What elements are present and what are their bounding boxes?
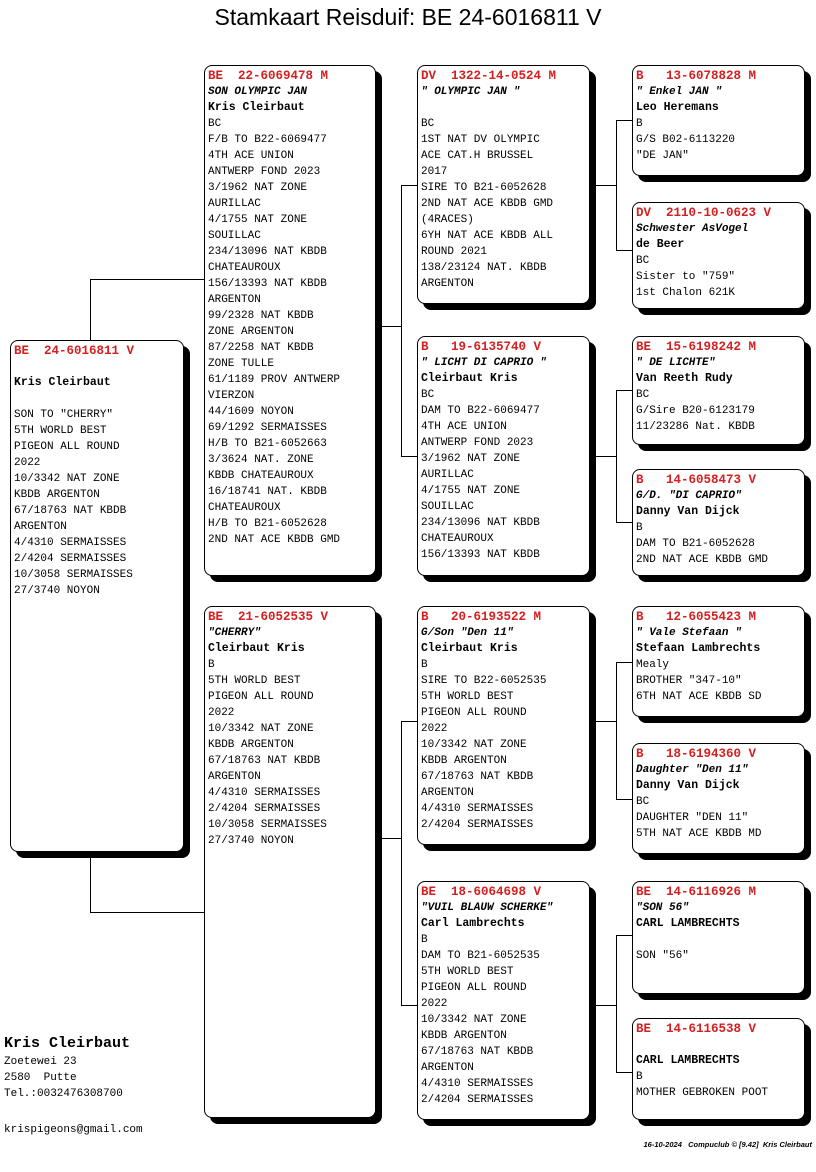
- connector: [401, 721, 417, 722]
- info-line: H/B TO B21-6052628: [208, 518, 327, 530]
- info-line: 1st Chalon 621K: [636, 287, 736, 299]
- info-line: KBDB ARGENTON: [421, 1030, 507, 1042]
- pigeon-name: G/Son "Den 11": [421, 627, 514, 639]
- info-line: 156/13393 NAT KBDB: [421, 549, 540, 561]
- ring-number: DV 2110-10-0623 V: [636, 206, 772, 220]
- info-line: PIGEON ALL ROUND: [208, 691, 314, 703]
- info-line: 10/3058 SERMAISSES: [208, 819, 327, 831]
- connector: [616, 390, 617, 522]
- owner-name: de Beer: [636, 238, 685, 251]
- info-line: KBDB ARGENTON: [14, 489, 100, 501]
- breeder-email[interactable]: krispigeons@gmail.com: [4, 1124, 143, 1136]
- dam-dam-card[interactable]: [417, 881, 590, 1120]
- owner-name: Cleirbaut Kris: [421, 372, 518, 385]
- connector: [376, 326, 401, 327]
- info-line: 2022: [14, 457, 41, 469]
- info-line: DAUGHTER "DEN 11": [636, 812, 749, 824]
- ring-number: B 13-6078828 M: [636, 69, 757, 83]
- sire-sire-card[interactable]: [417, 65, 590, 304]
- ring-number: BE 24-6016811 V: [14, 344, 135, 358]
- info-line: 5TH WORLD BEST: [208, 675, 301, 687]
- breeder-city: 2580 Putte: [4, 1072, 77, 1084]
- info-line: 3/1962 NAT ZONE: [208, 182, 308, 194]
- info-line: B: [636, 118, 643, 130]
- owner-name: CARL LAMBRECHTS: [636, 1054, 740, 1067]
- breeder-phone: Tel.:0032476308700: [4, 1088, 123, 1100]
- info-line: 67/18763 NAT KBDB: [208, 755, 321, 767]
- info-line: "DE JAN": [636, 150, 689, 162]
- info-line: CHATEAUROUX: [208, 502, 281, 514]
- info-line: G/Sire B20-6123179: [636, 405, 755, 417]
- info-line: 6TH NAT ACE KBDB SD: [636, 691, 762, 703]
- info-line: 2ND NAT ACE KBDB GMD: [421, 198, 554, 210]
- info-line: 87/2258 NAT KBDB: [208, 342, 314, 354]
- info-line: BC: [208, 118, 222, 130]
- owner-name: Kris Cleirbaut: [208, 101, 305, 114]
- info-line: 69/1292 SERMAISSES: [208, 422, 327, 434]
- info-line: 61/1189 PROV ANTWERP: [208, 374, 341, 386]
- info-line: KBDB CHATEAUROUX: [208, 470, 314, 482]
- owner-name: Danny Van Dijck: [636, 505, 740, 518]
- footer-credit: 16-10-2024 Compuclub © [9.42] Kris Cleirbaut: [643, 1140, 812, 1149]
- info-line: SIRE TO B22-6052535: [421, 675, 547, 687]
- info-line: 4TH ACE UNION: [421, 421, 507, 433]
- info-line: B: [636, 522, 643, 534]
- ring-number: BE 18-6064698 V: [421, 885, 542, 899]
- info-line: [14, 391, 180, 407]
- sire-sire-dam-card[interactable]: [632, 202, 805, 309]
- info-line: ARGENTON: [208, 771, 261, 783]
- ring-number: B 18-6194360 V: [636, 747, 757, 761]
- dam-sire-sire-card[interactable]: [632, 606, 805, 717]
- info-line: 27/3740 NOYON: [208, 835, 294, 847]
- pigeon-name: [636, 1037, 801, 1053]
- connector: [590, 721, 616, 722]
- breeder-street: Zoetewei 23: [4, 1056, 77, 1068]
- owner-name: Carl Lambrechts: [421, 917, 525, 930]
- info-line: 2/4204 SERMAISSES: [421, 819, 534, 831]
- info-line: 234/13096 NAT KBDB: [421, 517, 540, 529]
- info-line: 138/23124 NAT. KBDB: [421, 262, 547, 274]
- info-line: 5TH WORLD BEST: [14, 425, 107, 437]
- ring-number: B 19-6135740 V: [421, 340, 542, 354]
- info-line: SOUILLAC: [208, 230, 261, 242]
- connector: [616, 1072, 632, 1073]
- dam-dam-dam-card[interactable]: [632, 1018, 805, 1120]
- info-line: 16/18741 NAT. KBDB: [208, 486, 327, 498]
- info-line: BC: [636, 796, 650, 808]
- ring-number: BE 15-6198242 M: [636, 340, 757, 354]
- info-line: 67/18763 NAT KBDB: [14, 505, 127, 517]
- info-line: CHATEAUROUX: [208, 262, 281, 274]
- info-line: 2/4204 SERMAISSES: [421, 1094, 534, 1106]
- info-line: 4TH ACE UNION: [208, 150, 294, 162]
- dam-card[interactable]: [204, 606, 376, 1118]
- info-line: 6YH NAT ACE KBDB ALL: [421, 230, 554, 242]
- pigeon-name: " Enkel JAN ": [636, 86, 722, 98]
- info-line: ANTWERP FOND 2023: [208, 166, 321, 178]
- breeder-name: Kris Cleirbaut: [4, 1035, 131, 1052]
- sire-dam-dam-card[interactable]: [632, 469, 805, 576]
- connector: [616, 662, 617, 799]
- owner-name: [421, 100, 586, 116]
- info-line: AURILLAC: [421, 469, 474, 481]
- connector: [616, 120, 617, 250]
- pigeon-name: Schwester AsVogel: [636, 223, 749, 235]
- info-line: 10/3342 NAT ZONE: [208, 723, 314, 735]
- connector: [90, 279, 204, 280]
- info-line: 10/3342 NAT ZONE: [14, 473, 120, 485]
- ring-number: DV 1322-14-0524 M: [421, 69, 557, 83]
- page-title: Stamkaart Reisduif: BE 24-6016811 V: [214, 4, 602, 30]
- dam-sire-card[interactable]: [417, 606, 590, 845]
- info-line: BC: [636, 255, 650, 267]
- info-line: ARGENTON: [421, 1062, 474, 1074]
- info-line: 99/2328 NAT KBDB: [208, 310, 314, 322]
- info-line: 10/3342 NAT ZONE: [421, 1014, 527, 1026]
- connector: [401, 721, 402, 1005]
- pigeon-name: " DE LICHTE": [636, 357, 716, 369]
- connector: [616, 662, 632, 663]
- pigeon-name: SON OLYMPIC JAN: [208, 86, 308, 98]
- info-line: 2022: [421, 998, 448, 1010]
- info-line: BC: [421, 118, 435, 130]
- connector: [616, 935, 632, 936]
- info-line: ARGENTON: [421, 278, 474, 290]
- connector: [616, 522, 632, 523]
- info-line: DAM TO B21-6052535: [421, 950, 540, 962]
- info-line: 11/23286 Nat. KBDB: [636, 421, 755, 433]
- sire-dam-sire-card[interactable]: [632, 336, 805, 445]
- info-line: 4/1755 NAT ZONE: [208, 214, 308, 226]
- info-line: DAM TO B21-6052628: [636, 538, 755, 550]
- info-line: 4/4310 SERMAISSES: [421, 803, 534, 815]
- info-line: VIERZON: [208, 390, 255, 402]
- ring-number: B 12-6055423 M: [636, 610, 757, 624]
- connector: [590, 456, 616, 457]
- breeder-info: [4, 1034, 130, 1102]
- info-line: ARGENTON: [421, 787, 474, 799]
- owner-name: Stefaan Lambrechts: [636, 642, 761, 655]
- info-line: 2022: [208, 707, 235, 719]
- info-line: [636, 932, 801, 948]
- info-line: 2017: [421, 166, 448, 178]
- sire-card[interactable]: [204, 65, 376, 576]
- connector: [616, 935, 617, 1072]
- info-line: (4RACES): [421, 214, 474, 226]
- info-line: 4/1755 NAT ZONE: [421, 485, 521, 497]
- pigeon-name: " Vale Stefaan ": [636, 627, 742, 639]
- dam-sire-dam-card[interactable]: [632, 743, 805, 854]
- info-line: Mealy: [636, 659, 670, 671]
- owner-name: CARL LAMBRECHTS: [636, 917, 740, 930]
- ring-number: BE 14-6116538 V: [636, 1022, 757, 1036]
- owner-name: Leo Heremans: [636, 101, 719, 114]
- pigeon-name: " OLYMPIC JAN ": [421, 86, 521, 98]
- info-line: 3/1962 NAT ZONE: [421, 453, 521, 465]
- connector: [590, 185, 616, 186]
- info-line: SON "56": [636, 950, 689, 962]
- info-line: ZONE ARGENTON: [208, 326, 294, 338]
- pigeon-name: "SON 56": [636, 902, 689, 914]
- connector: [616, 390, 632, 391]
- info-line: 2022: [421, 723, 448, 735]
- info-line: H/B TO B21-6052663: [208, 438, 327, 450]
- connector: [376, 838, 401, 839]
- subject-card[interactable]: [10, 340, 184, 852]
- info-line: PIGEON ALL ROUND: [14, 441, 120, 453]
- info-line: SIRE TO B21-6052628: [421, 182, 547, 194]
- info-line: KBDB ARGENTON: [421, 755, 507, 767]
- info-line: SOUILLAC: [421, 501, 474, 513]
- connector: [616, 799, 632, 800]
- info-line: SON TO "CHERRY": [14, 409, 114, 421]
- sire-dam-card[interactable]: [417, 336, 590, 576]
- sire-sire-sire-card[interactable]: [632, 65, 805, 176]
- pigeon-name: "VUIL BLAUW SCHERKE": [421, 902, 554, 914]
- info-line: BC: [421, 389, 435, 401]
- ring-number: BE 21-6052535 V: [208, 610, 329, 624]
- dam-dam-sire-card[interactable]: [632, 881, 805, 994]
- info-line: F/B TO B22-6069477: [208, 134, 327, 146]
- pigeon-name: Daughter "Den 11": [636, 764, 749, 776]
- pigeon-name: " LICHT DI CAPRIO ": [421, 357, 547, 369]
- connector: [401, 1005, 417, 1006]
- connector: [590, 1005, 616, 1006]
- connector: [401, 185, 402, 456]
- info-line: Sister to "759": [636, 271, 736, 283]
- info-line: 156/13393 NAT KBDB: [208, 278, 327, 290]
- info-line: 4/4310 SERMAISSES: [208, 787, 321, 799]
- ring-number: B 20-6193522 M: [421, 610, 542, 624]
- ring-number: B 14-6058473 V: [636, 473, 757, 487]
- info-line: 1ST NAT DV OLYMPIC: [421, 134, 540, 146]
- pigeon-name: "CHERRY": [208, 627, 261, 639]
- info-line: 10/3342 NAT ZONE: [421, 739, 527, 751]
- pigeon-name: [14, 359, 180, 375]
- info-line: B: [208, 659, 215, 671]
- info-line: B: [421, 934, 428, 946]
- ring-number: BE 14-6116926 M: [636, 885, 757, 899]
- info-line: ARGENTON: [208, 294, 261, 306]
- info-line: CHATEAUROUX: [421, 533, 494, 545]
- info-line: 4/4310 SERMAISSES: [14, 537, 127, 549]
- info-line: B: [636, 1071, 643, 1083]
- connector: [401, 185, 417, 186]
- owner-name: Cleirbaut Kris: [421, 642, 518, 655]
- info-line: PIGEON ALL ROUND: [421, 982, 527, 994]
- info-line: ACE CAT.H BRUSSEL: [421, 150, 534, 162]
- owner-name: Danny Van Dijck: [636, 779, 740, 792]
- info-line: 5TH WORLD BEST: [421, 691, 514, 703]
- info-line: 10/3058 SERMAISSES: [14, 569, 133, 581]
- info-line: 27/3740 NOYON: [14, 585, 100, 597]
- info-line: 2ND NAT ACE KBDB GMD: [636, 554, 769, 566]
- info-line: 4/4310 SERMAISSES: [421, 1078, 534, 1090]
- info-line: BC: [636, 389, 650, 401]
- info-line: G/S B02-6113220: [636, 134, 736, 146]
- connector: [616, 250, 632, 251]
- info-line: MOTHER GEBROKEN POOT: [636, 1087, 769, 1099]
- info-line: 2/4204 SERMAISSES: [208, 803, 321, 815]
- info-line: BROTHER "347-10": [636, 675, 742, 687]
- info-line: 67/18763 NAT KBDB: [421, 1046, 534, 1058]
- info-line: ROUND 2021: [421, 246, 488, 258]
- info-line: 67/18763 NAT KBDB: [421, 771, 534, 783]
- info-line: AURILLAC: [208, 198, 261, 210]
- pigeon-name: G/D. "DI CAPRIO": [636, 490, 742, 502]
- info-line: 2ND NAT ACE KBDB GMD: [208, 534, 341, 546]
- info-line: 5TH NAT ACE KBDB MD: [636, 828, 762, 840]
- info-line: 44/1609 NOYON: [208, 406, 294, 418]
- info-line: 3/3624 NAT. ZONE: [208, 454, 314, 466]
- connector: [401, 456, 417, 457]
- connector: [90, 852, 91, 912]
- ring-number: BE 22-6069478 M: [208, 69, 329, 83]
- connector: [90, 912, 204, 913]
- info-line: PIGEON ALL ROUND: [421, 707, 527, 719]
- info-line: 2/4204 SERMAISSES: [14, 553, 127, 565]
- info-line: B: [421, 659, 428, 671]
- info-line: KBDB ARGENTON: [208, 739, 294, 751]
- owner-name: Kris Cleirbaut: [14, 376, 111, 389]
- connector: [616, 120, 632, 121]
- info-line: 5TH WORLD BEST: [421, 966, 514, 978]
- info-line: ZONE TULLE: [208, 358, 275, 370]
- info-line: ANTWERP FOND 2023: [421, 437, 534, 449]
- info-line: ARGENTON: [14, 521, 67, 533]
- owner-name: Van Reeth Rudy: [636, 372, 733, 385]
- info-line: DAM TO B22-6069477: [421, 405, 540, 417]
- info-line: 234/13096 NAT KBDB: [208, 246, 327, 258]
- owner-name: Cleirbaut Kris: [208, 642, 305, 655]
- connector: [90, 279, 91, 340]
